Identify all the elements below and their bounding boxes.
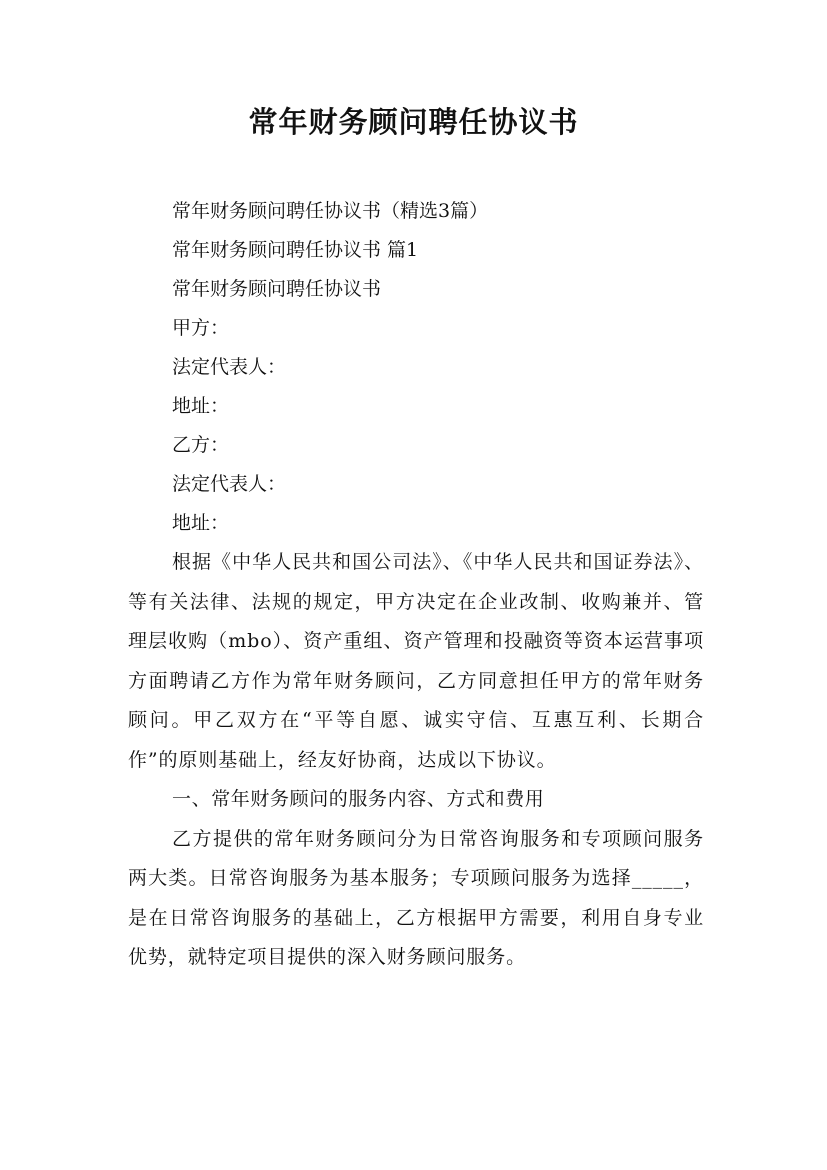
party-b-line: 乙方： [172,434,230,456]
party-a-representative-line: 法定代表人： [172,356,287,378]
party-a-address-line: 地址： [172,395,230,417]
document-title: 常年财务顾问聘任协议书 [248,105,579,139]
party-a-line: 甲方： [172,317,230,339]
service-description-paragraph: 乙方提供的常年财务顾问分为日常咨询服务和专项顾问服务两大类。日常咨询服务为基本服务；专项顾问服务为选择_____，是在日常咨询服务的基础上，乙方根据甲方需要，利用自身专业优势，就特定项目提供的深入财务顾问服务。 [128,827,704,968]
preamble-paragraph: 根据《中华人民共和国公司法》、《中华人民共和国证券法》、等有关法律、法规的规定，甲方决定在企业改制、收购兼并、管理层收购（mbo）、资产重组、资产管理和投融资等资本运营事项方面聘请乙方作为常年财务顾问，乙方同意担任甲方的常年财务顾问。甲乙双方在“平等自愿、诚实守信、互惠互利、长期合作”的原则基础上，经友好协商，达成以下协议。 [128,551,704,771]
section-heading-line: 常年财务顾问聘任协议书 篇1 [172,239,419,261]
subtitle-line: 常年财务顾问聘任协议书（精选3篇） [172,200,489,222]
document-body [128,192,704,978]
agreement-name-line: 常年财务顾问聘任协议书 [172,278,382,300]
clause-heading: 一、常年财务顾问的服务内容、方式和费用 [172,788,545,810]
party-b-representative-line: 法定代表人： [172,473,287,495]
party-b-address-line: 地址： [172,512,230,534]
